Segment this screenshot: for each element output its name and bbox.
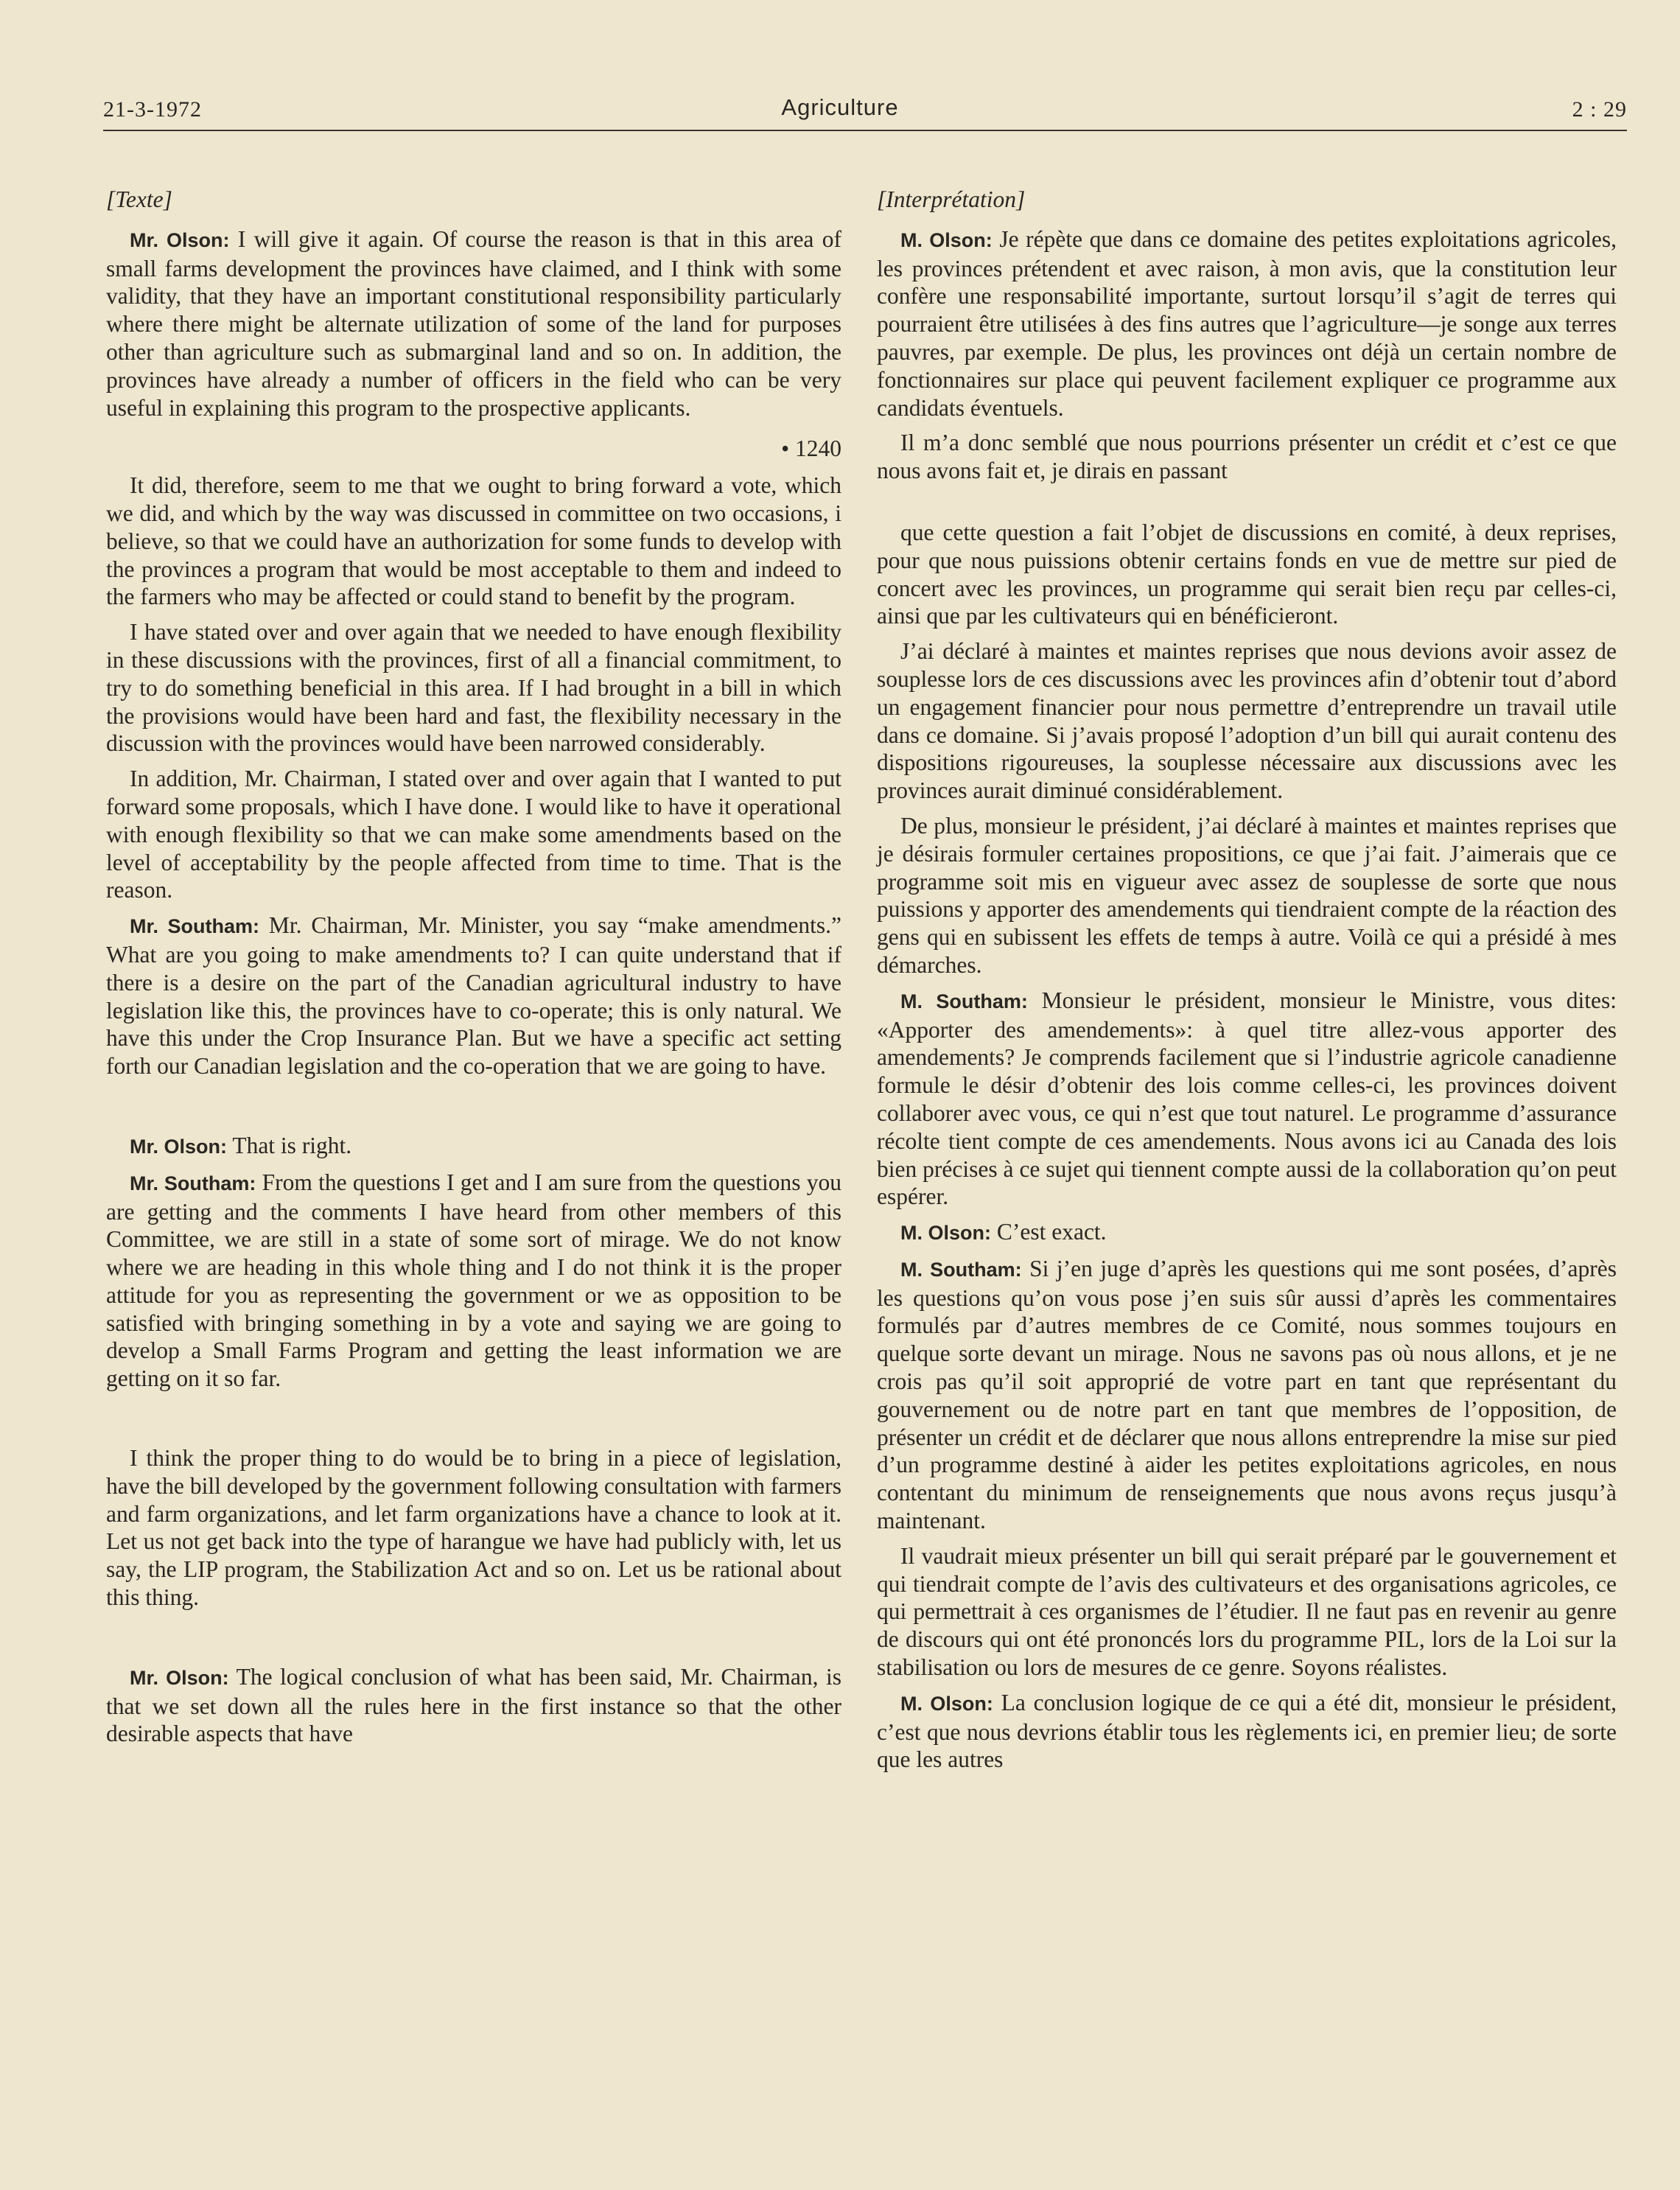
english-column (106, 186, 841, 1755)
paragraph (106, 1663, 841, 1748)
header-title: Agriculture (781, 94, 899, 120)
speech-text: The logical conclusion of what has been said, Mr. Chairman, is that we set down all the rules here in the first instance so that the other desirable aspects that have (106, 1663, 841, 1747)
speech-text: Je répète que dans ce domaine des petites exploitations agricoles, les provinces prétendent et avec raison, à mon avis, que la constitution leur confère une responsabilité importante, surtout lorsqu’il s’agit de terres qui pourraient être utilisées à des fins autres que l’agriculture—je songe aux terres pauvres, par exemple. De plus, les provinces ont déjà un certain nombre de fonctionnaires sur place qui peuvent facilement expliquer ce programme aux candidats éventuels. (877, 225, 1617, 421)
speaker-name: Mr. Olson: (130, 1666, 229, 1689)
speaker-name: Mr. Southam: (130, 915, 259, 938)
page-number: 2 : 29 (1572, 97, 1627, 122)
paragraph (877, 1218, 1617, 1248)
paragraph: It did, therefore, seem to me that we ought to bring forward a vote, which we did, and which by the way was discussed in committee on two occasions, i believe, so that we could have an authorization for some funds to develop with the provinces a program that would be most acceptable to them and indeed to the farmers who may be affected or could stand to benefit by the program. (106, 472, 841, 610)
paragraph: Il vaudrait mieux présenter un bill qui serait préparé par le gouvernement et qui tiendrait compte de l’avis des cultivateurs et des organisations agricoles, ce qui permettrait à ces organismes de l’étudier. Il ne faut pas en revenir au genre de discours qui ont été prononcés lors du programme PIL, lors de la Loi sur la stabilisation ou lors de mesures de ce genre. Soyons réalistes. (877, 1542, 1617, 1681)
speaker-name: M. Southam: (900, 990, 1028, 1012)
paragraph (877, 1689, 1617, 1774)
speech-text: Si j’en juge d’après les questions qui me sont posées, d’après les questions qu’on vous pose j’en suis sûr aussi d’après les commentaires formulés par d’autres membres de ce Comité, nous sommes toujours en quelque sorte devant un mirage. Nous ne savons pas où nous allons, et je ne crois pas qu’il soit approprié de votre part en tant que représentant du gouvernement ou de notre part en tant que membres de l’opposition, de présenter un crédit et de déclarer que nous allons entreprendre la mise sur pied d’un programme destiné à aider les petites exploitations agricoles, en nous contentant du minimum de renseignements que nous avons reçus jusqu’à maintenant. (877, 1255, 1617, 1534)
speech-text: C’est exact. (996, 1219, 1107, 1245)
paragraph (877, 225, 1617, 422)
paragraph: I think the proper thing to do would be to bring in a piece of legislation, have the bill developed by the government following consultation with farmers and farm organizations, and let farm organizations have a chance to look at it. Let us not get back into the type of harangue we have had publicly with, let us say, the LIP program, the Stabilization Act and so on. Let us be rational about this thing. (106, 1445, 841, 1611)
speech-text: Monsieur le président, monsieur le Ministre, vous dites: «Apporter des amendements»: à quel titre allez-vous apporter des amendements? Je comprends facilement que si l’industrie agricole canadienne formule le désir d’obtenir des lois comme celles-ci, les provinces doivent collaborer avec vous, ce qui n’est que tout naturel. Le programme d’assurance récolte tient compte de ces amendements. Nous avons ici au Canada des lois bien précises à ce sujet qui tiennent compte aussi de la collaboration qu’on peut espérer. (877, 987, 1617, 1210)
paragraph: I have stated over and over again that we needed to have enough flexibility in these discussions with the provinces, first of all a financial commitment, to try to do something beneficial in this area. If I had brought in a bill in which the provisions would have been hard and fast, the flexibility necessary in the discussion with the provinces would have been narrowed considerably. (106, 619, 841, 757)
paragraph: que cette question a fait l’objet de discussions en comité, à deux reprises, pour que nous puissions obtenir certains fonds en vue de mettre sur pied de concert avec les provinces, un programme qui serait bien reçu par celles-ci, ainsi que par les cultivateurs qui en bénéficieront. (877, 519, 1617, 629)
speaker-name: Mr. Southam: (130, 1172, 256, 1194)
header-rule (103, 130, 1627, 131)
paragraph (106, 1169, 841, 1393)
speech-text: Mr. Chairman, Mr. Minister, you say “make amendments.” What are you going to make amendments to? I can quite understand that if there is a desire on the part of the Canadian agricultural industry to have legislation like this, the provinces have to co-operate; this is only natural. We have this under the Crop Insurance Plan. But we have a specific act setting forth our Canadian legislation and the co-operation that we are going to have. (106, 912, 842, 1080)
paragraph: In addition, Mr. Chairman, I stated over and over again that I wanted to put forward some proposals, which I have done. I would like to have it operational with enough flexibility so that we can make some amendments based on the level of acceptability by the people affected from time to time. That is the reason. (106, 766, 841, 903)
paragraph: J’ai déclaré à maintes et maintes reprises que nous devions avoir assez de souplesse lors de ces discussions avec les provinces afin d’obtenir tout d’abord un engagement financier pour nous permettre d’entreprendre un travail utile dans ce domaine. Si j’avais proposé l’adoption d’un bill qui aurait contenu des dispositions rigoureuses, la souplesse nécessaire aux discussions avec les provinces aurait diminué considérablement. (877, 638, 1617, 804)
speaker-name: M. Olson: (900, 1692, 993, 1715)
speaker-name: M. Olson: (900, 228, 993, 251)
speech-text: La conclusion logique de ce qui a été dit, monsieur le président, c’est que nous devrions établir tous les règlements ici, en premier lieu; de sorte que les autres (877, 1689, 1617, 1773)
time-marker: • 1240 (781, 435, 841, 462)
speech-text: From the questions I get and I am sure from the questions you are getting and the comments I have heard from other members of this Committee, we are still in a state of some sort of mirage. We do not know where we are heading in this whole thing and I do not think it is the proper attitude for you as representing the government or we as opposition to be satisfied with bringing something in by a vote and saying we are going to develop a Small Farms Program and getting the least information we are getting on it so far. (106, 1169, 841, 1392)
speech-text: That is right. (232, 1132, 352, 1158)
language-tag: [Interprétation] (877, 186, 1026, 212)
paragraph: Il m’a donc semblé que nous pourrions présenter un crédit et c’est ce que nous avons fait et, je dirais en passant (877, 430, 1617, 484)
speech-text: I will give it again. Of course the reason is that in this area of small farms development the provinces have claimed, and I think with some validity, that they have an important constitutional responsibility particularly where there might be alternate utilization of some of the land for purposes other than agriculture such as submarginal land and so on. In addition, the provinces have already a number of officers in the field who can be very useful in explaining this program to the prospective applicants. (106, 225, 841, 421)
speaker-name: Mr. Olson: (130, 1135, 228, 1158)
paragraph: De plus, monsieur le président, j’ai déclaré à maintes et maintes reprises que je désirais formuler certaines propositions, ce que j’ai fait. J’aimerais que ce programme soit mis en vigueur avec assez de souplesse de sorte que nous puissions y apporter des amendements qui tiendraient compte de la réaction des gens qui en subissent les effets de temps à autre. Voilà ce qui a présidé à mes démarches. (877, 812, 1617, 978)
language-tag: [Texte] (106, 186, 172, 212)
speaker-name: Mr. Olson: (130, 228, 230, 251)
speaker-name: M. Southam: (900, 1258, 1022, 1281)
paragraph (877, 1255, 1617, 1535)
speaker-name: M. Olson: (900, 1222, 991, 1245)
paragraph (106, 1132, 841, 1161)
paragraph (106, 912, 841, 1080)
header-date: 21-3-1972 (103, 97, 202, 122)
paragraph (877, 987, 1617, 1211)
paragraph (106, 225, 841, 422)
french-column (877, 186, 1617, 1781)
